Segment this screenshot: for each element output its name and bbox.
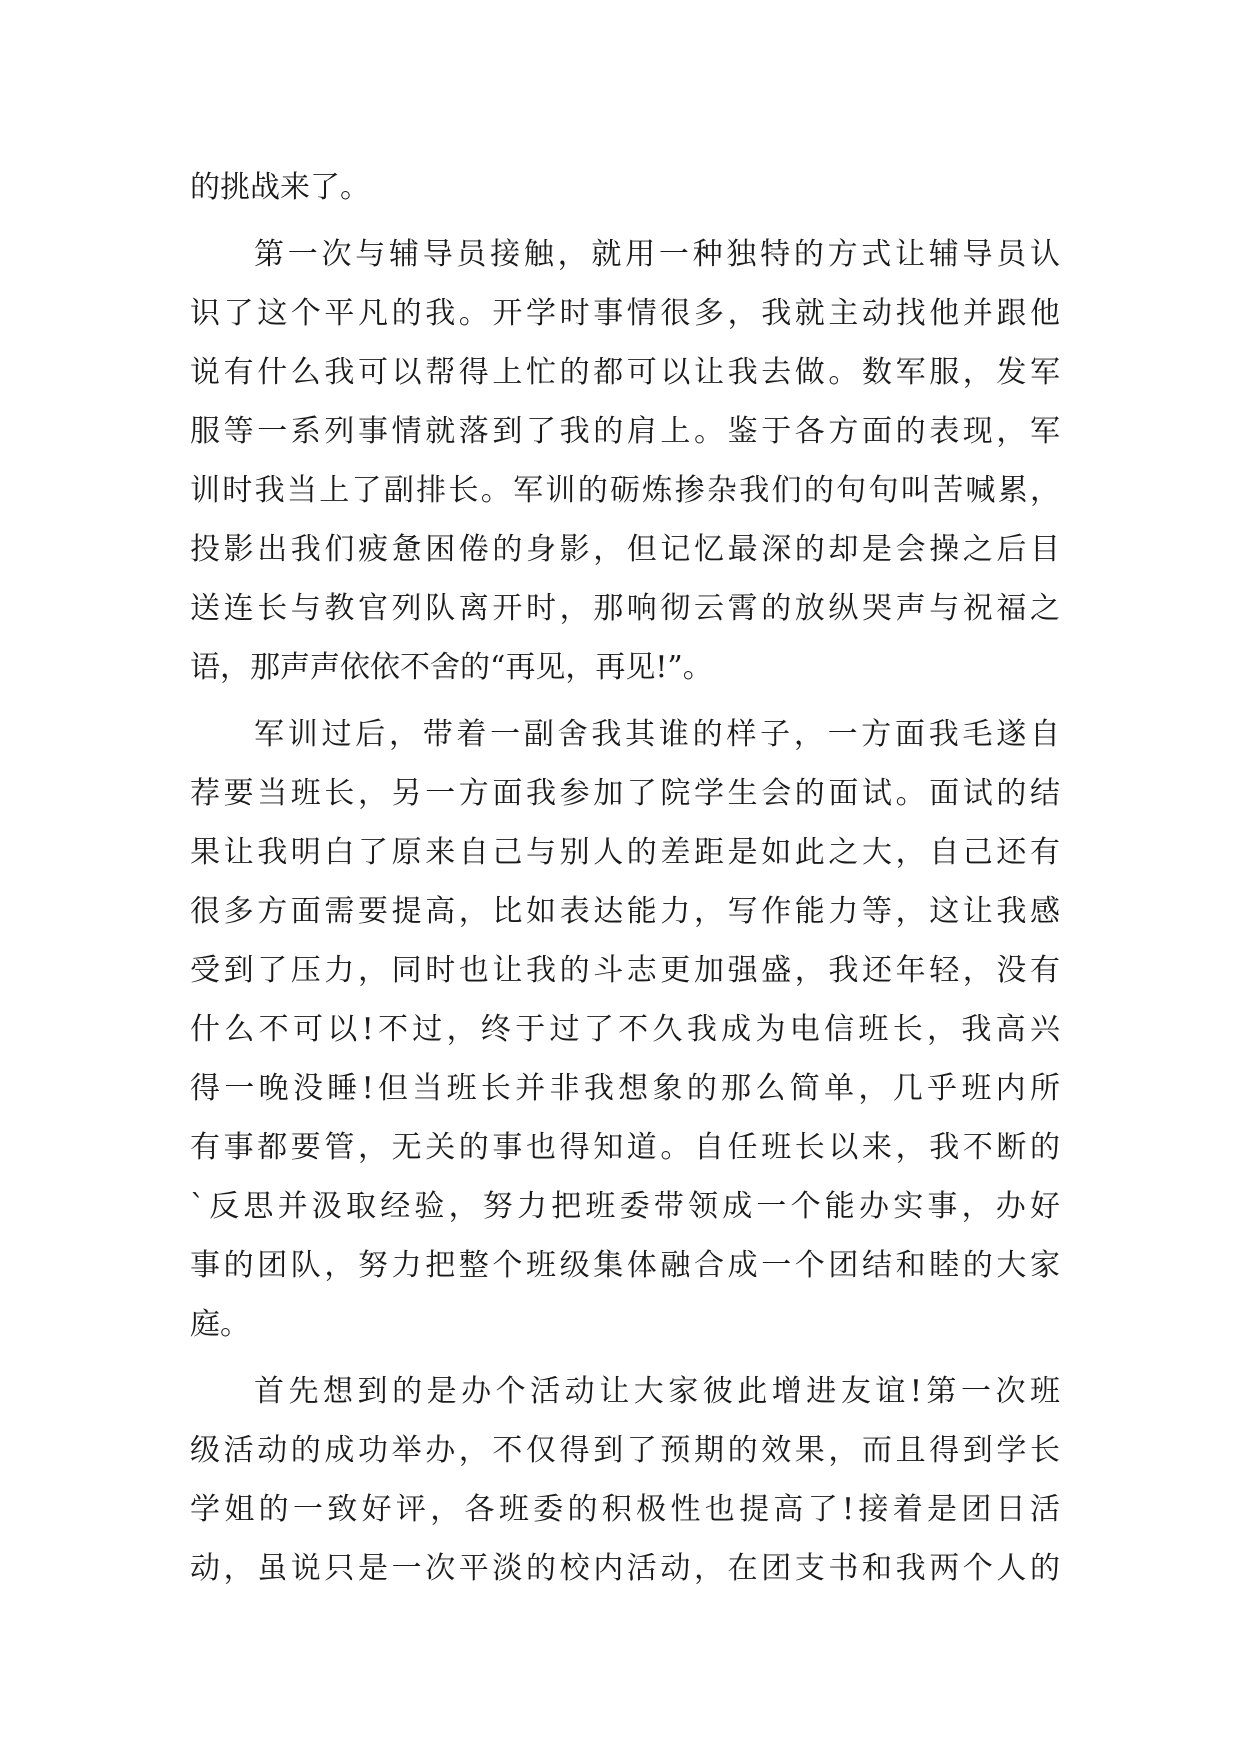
text-line: 投影出我们疲惫困倦的身影，但记忆最深的却是会操之后目 (190, 532, 1060, 567)
text-line: `反思并汲取经验，努力把班委带领成一个能办实事，办好 (190, 1189, 1060, 1224)
text-line: 说有什么我可以帮得上忙的都可以让我去做。数军服，发军 (190, 355, 1060, 390)
text-line: 得一晚没睡!但当班长并非我想象的那么简单，几乎班内所 (190, 1071, 1060, 1106)
text-line: 动，虽说只是一次平淡的校内活动，在团支书和我两个人的 (190, 1551, 1060, 1586)
text-line: 学姐的一致好评，各班委的积极性也提高了!接着是团日活 (190, 1492, 1060, 1527)
text-line: 识了这个平凡的我。开学时事情很多，我就主动找他并跟他 (190, 296, 1060, 331)
text-line: 事的团队，努力把整个班级集体融合成一个团结和睦的大家 (190, 1248, 1060, 1283)
text-line: 果让我明白了原来自己与别人的差距是如此之大，自己还有 (190, 835, 1060, 870)
text-line: 庭。 (190, 1307, 250, 1342)
text-line: 训时我当上了副排长。军训的砺炼掺杂我们的句句叫苦喊累， (190, 473, 1060, 508)
text-line: 送连长与教官列队离开时，那响彻云霄的放纵哭声与祝福之 (190, 591, 1060, 626)
text-line: 的挑战来了。 (190, 170, 370, 205)
body-text (190, 158, 1060, 1598)
text-line: 级活动的成功举办，不仅得到了预期的效果，而且得到学长 (190, 1433, 1060, 1468)
text-line: 第一次与辅导员接触，就用一种独特的方式让辅导员认 (254, 237, 1060, 272)
text-line: 首先想到的是办个活动让大家彼此增进友谊!第一次班 (254, 1374, 1060, 1409)
text-line: 荐要当班长，另一方面我参加了院学生会的面试。面试的结 (190, 776, 1060, 811)
text-line: 语，那声声依依不舍的“再见，再见!”。 (190, 650, 713, 685)
text-line: 很多方面需要提高，比如表达能力，写作能力等，这让我感 (190, 894, 1060, 929)
text-line: 受到了压力，同时也让我的斗志更加强盛，我还年轻，没有 (190, 953, 1060, 988)
text-line: 什么不可以!不过，终于过了不久我成为电信班长，我高兴 (190, 1012, 1060, 1047)
text-line: 服等一系列事情就落到了我的肩上。鉴于各方面的表现，军 (190, 414, 1060, 449)
text-line: 军训过后，带着一副舍我其谁的样子，一方面我毛遂自 (254, 717, 1060, 752)
text-line: 有事都要管，无关的事也得知道。自任班长以来，我不断的 (190, 1130, 1060, 1165)
